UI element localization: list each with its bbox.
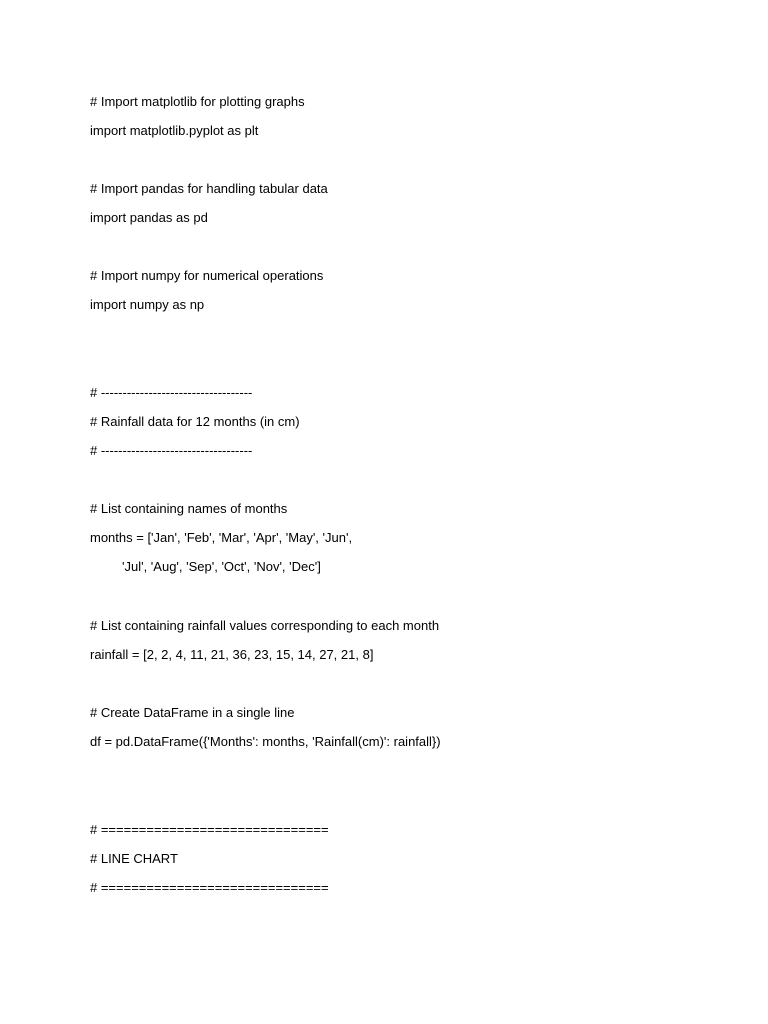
code-rainfall-list: rainfall = [2, 2, 4, 11, 21, 36, 23, 15, 14, 27, 21, 8] xyxy=(90,647,374,662)
code-import-matplotlib: import matplotlib.pyplot as plt xyxy=(90,123,259,138)
comment-rainfall-list: # List containing rainfall values corresponding to each month xyxy=(90,618,440,633)
comment-divider: # ============================== xyxy=(90,880,329,895)
code-months-list: months = ['Jan', 'Feb', 'Mar', 'Apr', 'May', 'Jun', xyxy=(90,530,353,545)
comment-import-numpy: # Import numpy for numerical operations xyxy=(90,268,324,283)
comment-divider: # ----------------------------------- xyxy=(90,385,253,400)
comment-divider: # ----------------------------------- xyxy=(90,443,253,458)
comment-import-matplotlib: # Import matplotlib for plotting graphs xyxy=(90,94,305,109)
comment-import-pandas: # Import pandas for handling tabular data xyxy=(90,181,328,196)
code-months-list-continued: 'Jul', 'Aug', 'Sep', 'Oct', 'Nov', 'Dec'] xyxy=(122,559,321,574)
comment-rainfall-data: # Rainfall data for 12 months (in cm) xyxy=(90,414,300,429)
comment-months-list: # List containing names of months xyxy=(90,501,288,516)
code-create-dataframe: df = pd.DataFrame({'Months': months, 'Rainfall(cm)': rainfall}) xyxy=(90,734,441,749)
comment-divider: # ============================== xyxy=(90,822,329,837)
comment-create-dataframe: # Create DataFrame in a single line xyxy=(90,705,295,720)
comment-line-chart: # LINE CHART xyxy=(90,851,178,866)
code-import-pandas: import pandas as pd xyxy=(90,210,208,225)
code-import-numpy: import numpy as np xyxy=(90,297,205,312)
